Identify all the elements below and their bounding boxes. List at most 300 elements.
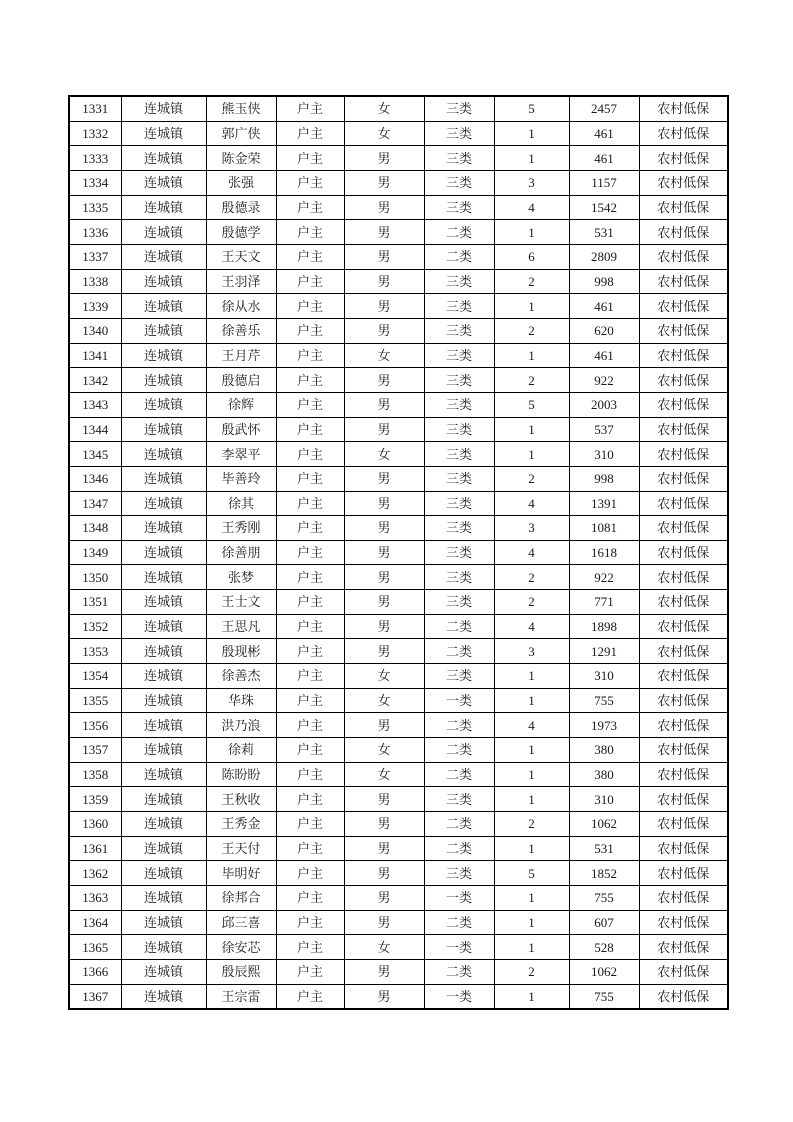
cell-category: 三类 — [424, 170, 494, 195]
cell-category: 一类 — [424, 935, 494, 960]
benefit-roster-table — [68, 95, 729, 1010]
cell-name: 殷辰熙 — [206, 959, 276, 984]
cell-relation-to-head: 户主 — [276, 343, 344, 368]
cell-serial-number: 1348 — [69, 516, 121, 541]
cell-name: 王羽泽 — [206, 269, 276, 294]
cell-serial-number: 1339 — [69, 294, 121, 319]
cell-serial-number: 1359 — [69, 787, 121, 812]
cell-serial-number: 1346 — [69, 466, 121, 491]
cell-serial-number: 1350 — [69, 565, 121, 590]
cell-gender: 男 — [344, 417, 424, 442]
cell-household-count: 1 — [494, 787, 569, 812]
cell-amount: 620 — [569, 318, 639, 343]
table-row — [69, 540, 728, 565]
cell-town: 连城镇 — [121, 910, 206, 935]
cell-gender: 男 — [344, 836, 424, 861]
cell-town: 连城镇 — [121, 540, 206, 565]
table-row — [69, 343, 728, 368]
cell-benefit-type: 农村低保 — [639, 713, 728, 738]
cell-town: 连城镇 — [121, 146, 206, 171]
cell-town: 连城镇 — [121, 861, 206, 886]
cell-category: 三类 — [424, 269, 494, 294]
cell-amount: 461 — [569, 121, 639, 146]
cell-town: 连城镇 — [121, 466, 206, 491]
cell-category: 三类 — [424, 368, 494, 393]
cell-amount: 922 — [569, 565, 639, 590]
cell-town: 连城镇 — [121, 318, 206, 343]
cell-relation-to-head: 户主 — [276, 935, 344, 960]
cell-amount: 998 — [569, 466, 639, 491]
cell-household-count: 1 — [494, 442, 569, 467]
table-row — [69, 392, 728, 417]
cell-name: 李翠平 — [206, 442, 276, 467]
cell-amount: 1157 — [569, 170, 639, 195]
table-row — [69, 491, 728, 516]
cell-benefit-type: 农村低保 — [639, 417, 728, 442]
cell-benefit-type: 农村低保 — [639, 861, 728, 886]
cell-relation-to-head: 户主 — [276, 96, 344, 121]
cell-category: 三类 — [424, 540, 494, 565]
cell-town: 连城镇 — [121, 886, 206, 911]
cell-serial-number: 1340 — [69, 318, 121, 343]
table-row — [69, 762, 728, 787]
cell-amount: 1062 — [569, 812, 639, 837]
cell-household-count: 1 — [494, 910, 569, 935]
cell-relation-to-head: 户主 — [276, 565, 344, 590]
cell-gender: 男 — [344, 812, 424, 837]
cell-amount: 1062 — [569, 959, 639, 984]
cell-name: 王宗雷 — [206, 984, 276, 1009]
cell-category: 三类 — [424, 417, 494, 442]
cell-relation-to-head: 户主 — [276, 392, 344, 417]
cell-household-count: 2 — [494, 959, 569, 984]
cell-category: 一类 — [424, 886, 494, 911]
cell-amount: 755 — [569, 886, 639, 911]
cell-name: 张梦 — [206, 565, 276, 590]
cell-category: 三类 — [424, 664, 494, 689]
cell-amount: 2003 — [569, 392, 639, 417]
cell-amount: 1291 — [569, 639, 639, 664]
cell-serial-number: 1341 — [69, 343, 121, 368]
cell-town: 连城镇 — [121, 787, 206, 812]
table-row — [69, 318, 728, 343]
cell-benefit-type: 农村低保 — [639, 590, 728, 615]
cell-benefit-type: 农村低保 — [639, 886, 728, 911]
cell-town: 连城镇 — [121, 442, 206, 467]
cell-amount: 461 — [569, 146, 639, 171]
cell-gender: 男 — [344, 516, 424, 541]
cell-gender: 女 — [344, 762, 424, 787]
cell-town: 连城镇 — [121, 984, 206, 1009]
cell-category: 三类 — [424, 491, 494, 516]
cell-serial-number: 1333 — [69, 146, 121, 171]
cell-serial-number: 1347 — [69, 491, 121, 516]
cell-town: 连城镇 — [121, 269, 206, 294]
cell-gender: 男 — [344, 220, 424, 245]
cell-gender: 男 — [344, 466, 424, 491]
cell-gender: 男 — [344, 984, 424, 1009]
cell-amount: 2809 — [569, 244, 639, 269]
cell-benefit-type: 农村低保 — [639, 614, 728, 639]
cell-household-count: 2 — [494, 812, 569, 837]
cell-gender: 男 — [344, 959, 424, 984]
cell-gender: 男 — [344, 540, 424, 565]
cell-gender: 男 — [344, 614, 424, 639]
cell-gender: 男 — [344, 861, 424, 886]
cell-name: 徐善乐 — [206, 318, 276, 343]
table-row — [69, 294, 728, 319]
cell-town: 连城镇 — [121, 565, 206, 590]
cell-gender: 女 — [344, 343, 424, 368]
cell-benefit-type: 农村低保 — [639, 318, 728, 343]
cell-category: 三类 — [424, 318, 494, 343]
cell-name: 毕善玲 — [206, 466, 276, 491]
cell-serial-number: 1357 — [69, 738, 121, 763]
cell-relation-to-head: 户主 — [276, 886, 344, 911]
cell-name: 陈盼盼 — [206, 762, 276, 787]
table-row — [69, 565, 728, 590]
cell-town: 连城镇 — [121, 762, 206, 787]
cell-name: 邱三喜 — [206, 910, 276, 935]
cell-gender: 男 — [344, 491, 424, 516]
cell-gender: 男 — [344, 565, 424, 590]
cell-serial-number: 1365 — [69, 935, 121, 960]
cell-name: 徐从水 — [206, 294, 276, 319]
cell-category: 三类 — [424, 195, 494, 220]
cell-benefit-type: 农村低保 — [639, 935, 728, 960]
cell-serial-number: 1353 — [69, 639, 121, 664]
cell-household-count: 5 — [494, 392, 569, 417]
cell-category: 二类 — [424, 910, 494, 935]
table-row — [69, 220, 728, 245]
cell-relation-to-head: 户主 — [276, 466, 344, 491]
cell-name: 徐其 — [206, 491, 276, 516]
cell-benefit-type: 农村低保 — [639, 343, 728, 368]
cell-amount: 607 — [569, 910, 639, 935]
table-row — [69, 417, 728, 442]
cell-town: 连城镇 — [121, 170, 206, 195]
cell-amount: 537 — [569, 417, 639, 442]
cell-serial-number: 1344 — [69, 417, 121, 442]
cell-gender: 女 — [344, 664, 424, 689]
cell-benefit-type: 农村低保 — [639, 146, 728, 171]
cell-town: 连城镇 — [121, 195, 206, 220]
table-row — [69, 244, 728, 269]
cell-town: 连城镇 — [121, 417, 206, 442]
table-row — [69, 984, 728, 1009]
cell-gender: 男 — [344, 170, 424, 195]
cell-name: 华珠 — [206, 688, 276, 713]
cell-household-count: 6 — [494, 244, 569, 269]
cell-town: 连城镇 — [121, 516, 206, 541]
cell-name: 王秀刚 — [206, 516, 276, 541]
cell-gender: 男 — [344, 294, 424, 319]
cell-relation-to-head: 户主 — [276, 220, 344, 245]
cell-relation-to-head: 户主 — [276, 491, 344, 516]
cell-name: 殷德录 — [206, 195, 276, 220]
cell-relation-to-head: 户主 — [276, 590, 344, 615]
cell-serial-number: 1366 — [69, 959, 121, 984]
cell-name: 殷德学 — [206, 220, 276, 245]
cell-category: 一类 — [424, 984, 494, 1009]
cell-name: 郭广侠 — [206, 121, 276, 146]
cell-gender: 女 — [344, 96, 424, 121]
cell-gender: 男 — [344, 244, 424, 269]
table-row — [69, 269, 728, 294]
cell-household-count: 2 — [494, 318, 569, 343]
cell-household-count: 1 — [494, 294, 569, 319]
cell-gender: 男 — [344, 269, 424, 294]
cell-household-count: 2 — [494, 269, 569, 294]
cell-gender: 男 — [344, 787, 424, 812]
cell-benefit-type: 农村低保 — [639, 220, 728, 245]
cell-gender: 男 — [344, 910, 424, 935]
cell-amount: 755 — [569, 984, 639, 1009]
cell-name: 王秋收 — [206, 787, 276, 812]
cell-town: 连城镇 — [121, 294, 206, 319]
cell-amount: 528 — [569, 935, 639, 960]
table-row — [69, 639, 728, 664]
table-row — [69, 146, 728, 171]
cell-gender: 女 — [344, 442, 424, 467]
cell-household-count: 1 — [494, 121, 569, 146]
cell-relation-to-head: 户主 — [276, 516, 344, 541]
table-row — [69, 170, 728, 195]
cell-town: 连城镇 — [121, 959, 206, 984]
cell-name: 洪乃浪 — [206, 713, 276, 738]
cell-name: 毕明好 — [206, 861, 276, 886]
cell-category: 三类 — [424, 96, 494, 121]
table-row — [69, 614, 728, 639]
table-row — [69, 861, 728, 886]
cell-relation-to-head: 户主 — [276, 170, 344, 195]
cell-benefit-type: 农村低保 — [639, 910, 728, 935]
cell-relation-to-head: 户主 — [276, 614, 344, 639]
table-row — [69, 787, 728, 812]
cell-town: 连城镇 — [121, 614, 206, 639]
cell-category: 一类 — [424, 688, 494, 713]
cell-relation-to-head: 户主 — [276, 146, 344, 171]
cell-town: 连城镇 — [121, 935, 206, 960]
cell-category: 三类 — [424, 442, 494, 467]
cell-amount: 461 — [569, 343, 639, 368]
table-row — [69, 886, 728, 911]
cell-category: 二类 — [424, 836, 494, 861]
cell-relation-to-head: 户主 — [276, 984, 344, 1009]
cell-relation-to-head: 户主 — [276, 910, 344, 935]
cell-gender: 女 — [344, 738, 424, 763]
cell-name: 殷现彬 — [206, 639, 276, 664]
cell-benefit-type: 农村低保 — [639, 688, 728, 713]
cell-serial-number: 1337 — [69, 244, 121, 269]
cell-category: 三类 — [424, 861, 494, 886]
cell-benefit-type: 农村低保 — [639, 836, 728, 861]
cell-gender: 男 — [344, 590, 424, 615]
cell-category: 三类 — [424, 787, 494, 812]
cell-relation-to-head: 户主 — [276, 121, 344, 146]
cell-serial-number: 1331 — [69, 96, 121, 121]
cell-household-count: 1 — [494, 886, 569, 911]
cell-serial-number: 1351 — [69, 590, 121, 615]
cell-name: 张强 — [206, 170, 276, 195]
cell-benefit-type: 农村低保 — [639, 639, 728, 664]
table-row — [69, 195, 728, 220]
cell-relation-to-head: 户主 — [276, 442, 344, 467]
cell-gender: 男 — [344, 318, 424, 343]
cell-gender: 女 — [344, 121, 424, 146]
cell-household-count: 3 — [494, 639, 569, 664]
table-row — [69, 664, 728, 689]
cell-serial-number: 1362 — [69, 861, 121, 886]
cell-category: 二类 — [424, 738, 494, 763]
cell-category: 三类 — [424, 590, 494, 615]
cell-benefit-type: 农村低保 — [639, 565, 728, 590]
cell-serial-number: 1345 — [69, 442, 121, 467]
table-row — [69, 368, 728, 393]
cell-serial-number: 1355 — [69, 688, 121, 713]
cell-gender: 男 — [344, 886, 424, 911]
cell-household-count: 4 — [494, 540, 569, 565]
cell-town: 连城镇 — [121, 491, 206, 516]
cell-serial-number: 1354 — [69, 664, 121, 689]
cell-gender: 男 — [344, 713, 424, 738]
cell-amount: 310 — [569, 664, 639, 689]
cell-category: 二类 — [424, 220, 494, 245]
cell-amount: 1898 — [569, 614, 639, 639]
cell-name: 徐安芯 — [206, 935, 276, 960]
cell-serial-number: 1336 — [69, 220, 121, 245]
cell-serial-number: 1349 — [69, 540, 121, 565]
cell-serial-number: 1364 — [69, 910, 121, 935]
cell-household-count: 4 — [494, 713, 569, 738]
table-row — [69, 935, 728, 960]
cell-name: 徐莉 — [206, 738, 276, 763]
cell-amount: 1081 — [569, 516, 639, 541]
cell-name: 殷德启 — [206, 368, 276, 393]
cell-category: 三类 — [424, 343, 494, 368]
cell-name: 王思凡 — [206, 614, 276, 639]
cell-category: 三类 — [424, 146, 494, 171]
cell-amount: 1542 — [569, 195, 639, 220]
cell-relation-to-head: 户主 — [276, 762, 344, 787]
cell-relation-to-head: 户主 — [276, 664, 344, 689]
cell-amount: 998 — [569, 269, 639, 294]
cell-category: 二类 — [424, 762, 494, 787]
cell-serial-number: 1361 — [69, 836, 121, 861]
table-row — [69, 590, 728, 615]
cell-name: 王天付 — [206, 836, 276, 861]
cell-serial-number: 1334 — [69, 170, 121, 195]
cell-category: 二类 — [424, 713, 494, 738]
cell-gender: 男 — [344, 392, 424, 417]
cell-benefit-type: 农村低保 — [639, 121, 728, 146]
cell-name: 王天文 — [206, 244, 276, 269]
cell-town: 连城镇 — [121, 590, 206, 615]
table-container — [68, 95, 729, 1010]
cell-relation-to-head: 户主 — [276, 195, 344, 220]
cell-serial-number: 1358 — [69, 762, 121, 787]
cell-relation-to-head: 户主 — [276, 688, 344, 713]
cell-relation-to-head: 户主 — [276, 713, 344, 738]
cell-household-count: 1 — [494, 417, 569, 442]
table-row — [69, 516, 728, 541]
cell-serial-number: 1332 — [69, 121, 121, 146]
cell-household-count: 2 — [494, 590, 569, 615]
cell-relation-to-head: 户主 — [276, 318, 344, 343]
cell-household-count: 4 — [494, 195, 569, 220]
cell-town: 连城镇 — [121, 96, 206, 121]
cell-benefit-type: 农村低保 — [639, 491, 728, 516]
table-row — [69, 910, 728, 935]
table-row — [69, 738, 728, 763]
cell-benefit-type: 农村低保 — [639, 812, 728, 837]
cell-name: 王秀金 — [206, 812, 276, 837]
cell-amount: 380 — [569, 738, 639, 763]
cell-household-count: 1 — [494, 836, 569, 861]
cell-amount: 380 — [569, 762, 639, 787]
cell-serial-number: 1342 — [69, 368, 121, 393]
cell-category: 二类 — [424, 614, 494, 639]
table-row — [69, 466, 728, 491]
cell-name: 徐邦合 — [206, 886, 276, 911]
cell-serial-number: 1338 — [69, 269, 121, 294]
cell-amount: 1973 — [569, 713, 639, 738]
cell-relation-to-head: 户主 — [276, 269, 344, 294]
cell-household-count: 4 — [494, 614, 569, 639]
cell-benefit-type: 农村低保 — [639, 984, 728, 1009]
cell-relation-to-head: 户主 — [276, 787, 344, 812]
cell-amount: 1618 — [569, 540, 639, 565]
cell-relation-to-head: 户主 — [276, 368, 344, 393]
cell-benefit-type: 农村低保 — [639, 392, 728, 417]
cell-household-count: 5 — [494, 96, 569, 121]
cell-category: 三类 — [424, 516, 494, 541]
cell-household-count: 1 — [494, 762, 569, 787]
cell-benefit-type: 农村低保 — [639, 96, 728, 121]
cell-household-count: 2 — [494, 466, 569, 491]
cell-relation-to-head: 户主 — [276, 812, 344, 837]
cell-household-count: 2 — [494, 368, 569, 393]
cell-name: 徐辉 — [206, 392, 276, 417]
cell-town: 连城镇 — [121, 343, 206, 368]
cell-household-count: 1 — [494, 146, 569, 171]
table-row — [69, 121, 728, 146]
cell-serial-number: 1367 — [69, 984, 121, 1009]
cell-gender: 男 — [344, 639, 424, 664]
cell-name: 王士文 — [206, 590, 276, 615]
cell-household-count: 1 — [494, 738, 569, 763]
cell-amount: 1852 — [569, 861, 639, 886]
cell-household-count: 1 — [494, 984, 569, 1009]
table-row — [69, 713, 728, 738]
cell-amount: 755 — [569, 688, 639, 713]
cell-name: 陈金荣 — [206, 146, 276, 171]
cell-benefit-type: 农村低保 — [639, 540, 728, 565]
cell-amount: 310 — [569, 787, 639, 812]
cell-town: 连城镇 — [121, 738, 206, 763]
cell-benefit-type: 农村低保 — [639, 959, 728, 984]
cell-town: 连城镇 — [121, 368, 206, 393]
cell-amount: 461 — [569, 294, 639, 319]
cell-household-count: 1 — [494, 343, 569, 368]
cell-benefit-type: 农村低保 — [639, 787, 728, 812]
cell-household-count: 1 — [494, 688, 569, 713]
cell-amount: 531 — [569, 220, 639, 245]
table-row — [69, 836, 728, 861]
cell-name: 殷武怀 — [206, 417, 276, 442]
cell-relation-to-head: 户主 — [276, 959, 344, 984]
cell-serial-number: 1360 — [69, 812, 121, 837]
